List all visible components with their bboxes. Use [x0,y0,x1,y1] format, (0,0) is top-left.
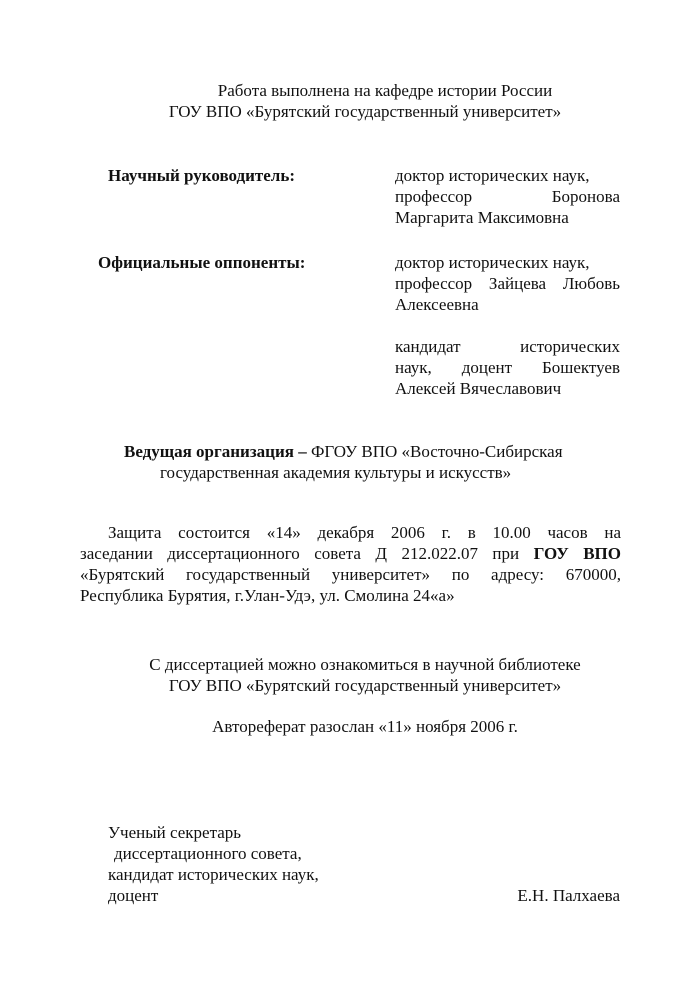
opponent-2-line-3: Алексей Вячеславович [395,379,562,398]
secretary-line-4: доцент [108,886,159,905]
opponent-1-line-3: Алексеевна [395,295,479,314]
leading-org-label: Ведущая организация – [124,442,307,461]
defense-line-1: Защита состоится «14» декабря 2006 г. в 10.00 часов на [108,523,621,542]
leading-org-name-2: государственная академия культуры и искусств» [160,463,512,482]
opponent-1-info [395,252,620,315]
opponent-2-info [395,336,620,399]
defense-line-2-org: ГОУ ВПО [533,544,621,563]
defense-line-3: «Бурятский государственный университет» по адресу: 670000, [80,565,621,584]
opponent-2-line-1: кандидат исторических [395,337,620,356]
opponents-label: Официальные оппоненты: [98,253,306,272]
secretary-line-1: Ученый секретарь [108,823,242,842]
header-line-1: Работа выполнена на кафедре истории России [217,81,553,100]
leading-org-name-1: ФГОУ ВПО «Восточно-Сибирская [310,442,563,461]
opponent-2-line-2: наук, доцент Бошектуев [395,358,620,377]
secretary-line-2: диссертационного совета, [114,844,302,863]
supervisor-line-3: Маргарита Максимовна [395,208,569,227]
library-block [0,654,700,696]
opponent-1-line-2: профессор Зайцева Любовь [395,274,620,293]
defense-line-2 [80,543,621,564]
supervisor-info [395,165,620,228]
supervisor-line-2: профессор Боронова [395,187,620,206]
header-line-2: ГОУ ВПО «Бурятский государственный университет» [168,102,562,121]
supervisor-line-1: доктор исторических наук, [395,166,590,185]
secretary-block [108,822,319,906]
opponent-1-line-1: доктор исторических наук, [395,253,590,272]
defense-line-2-text: заседании диссертационного совета Д 212.022.07 при [80,544,534,563]
supervisor-label: Научный руководитель: [108,166,295,185]
library-line-2: ГОУ ВПО «Бурятский государственный университет» [168,676,562,695]
defense-line-4: Республика Бурятия, г.Улан-Удэ, ул. Смолина 24«а» [80,586,455,605]
secretary-name: Е.Н. Палхаева [517,886,620,905]
library-line-1: С диссертацией можно ознакомиться в научной библиотеке [149,655,581,674]
abstract-sent: Автореферат разослан «11» ноября 2006 г. [212,717,518,736]
leading-org-line-1 [124,441,563,462]
secretary-line-3: кандидат исторических наук, [108,865,319,884]
defense-paragraph [80,522,621,606]
header-block [0,80,700,122]
